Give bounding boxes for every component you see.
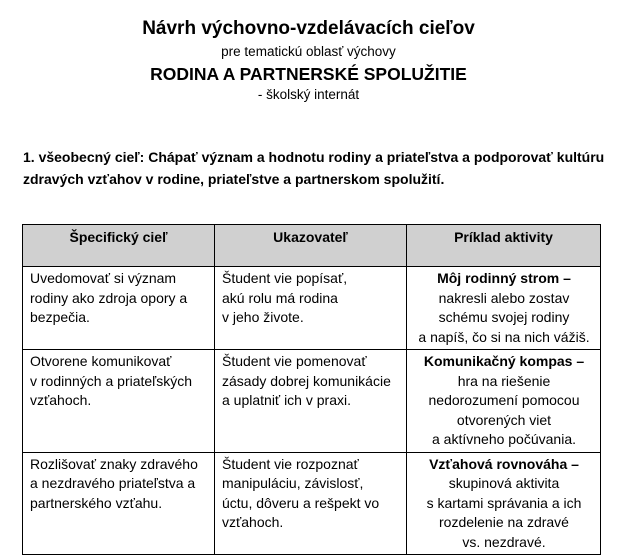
activity-cell: [407, 267, 601, 350]
indicator-cell: [215, 267, 407, 350]
general-goal-line: 1. všeobecný cieľ: Chápať význam a hodnotu rodiny a priateľstva a podporovať kultúru: [23, 149, 605, 165]
specific-goal-cell: [23, 267, 215, 350]
cell-line: nakresli alebo zostav: [438, 289, 570, 306]
general-goal: [23, 146, 608, 190]
cell-line: partnerského vzťahu.: [30, 494, 163, 511]
table-row: [23, 452, 601, 555]
activity-cell: [407, 452, 601, 555]
indicator-cell: [215, 452, 407, 555]
cell-line: vzťahoch.: [30, 392, 92, 408]
cell-line: a aktívneho počúvania.: [432, 431, 576, 447]
specific-goal-cell: [23, 350, 215, 453]
cell-line: rodiny ako zdroja opory a: [30, 289, 188, 306]
cell-line: Uvedomovať si význam: [30, 270, 177, 286]
cell-line: otvorených viet: [456, 411, 552, 428]
cell-line: v jeho živote.: [222, 309, 304, 325]
column-header-specific-goal: Špecifický cieľ: [23, 225, 215, 267]
column-header-activity: Príklad aktivity: [407, 225, 601, 267]
indicator-cell: [215, 350, 407, 453]
cell-line: s kartami správania a ich: [426, 494, 582, 511]
specific-goal-cell: [23, 452, 215, 555]
activity-cell: [407, 350, 601, 453]
cell-line: rozdelenie na zdravé: [439, 514, 569, 530]
cell-line: manipuláciu, závislosť,: [222, 475, 364, 491]
activity-title: Komunikačný kompas –: [423, 353, 585, 369]
table-row: [23, 267, 601, 350]
goals-table: [22, 224, 601, 555]
table-row: [23, 350, 601, 453]
document-header: [0, 16, 617, 104]
cell-line: hra na riešenie: [457, 372, 551, 389]
cell-line: akú rolu má rodina: [222, 289, 338, 306]
activity-title: Vzťahová rovnováha –: [429, 455, 579, 472]
cell-line: v rodinných a priateľských: [30, 372, 193, 389]
cell-line: Študent vie rozpoznať: [222, 455, 359, 472]
cell-line: Otvorene komunikovať: [30, 353, 172, 369]
document-subtitle: pre tematickú oblasť výchovy: [221, 44, 396, 59]
cell-line: schému svojej rodiny: [438, 309, 570, 325]
cell-line: Študent vie pomenovať: [222, 353, 367, 369]
cell-line: vs. nezdravé.: [462, 533, 546, 550]
cell-line: nedorozumení pomocou: [428, 392, 580, 408]
cell-line: vzťahoch.: [222, 514, 284, 530]
cell-line: skupinová aktivita: [448, 475, 560, 491]
general-goal-line: zdravých vzťahov v rodine, priateľstve a partnerskom spolužití.: [23, 171, 445, 187]
cell-line: bezpečia.: [30, 309, 90, 325]
institution-note: - školský internát: [257, 87, 360, 102]
table-header-row: [23, 225, 601, 267]
topic-heading: RODINA A PARTNERSKÉ SPOLUŽITIE: [150, 64, 467, 84]
cell-line: Študent vie popísať,: [222, 270, 348, 286]
cell-line: a napíš, čo si na nich vážiš.: [418, 328, 590, 345]
cell-line: zásady dobrej komunikácie: [222, 372, 391, 389]
activity-title: Môj rodinný strom –: [437, 270, 571, 286]
cell-line: a uplatniť ich v praxi.: [222, 392, 351, 408]
document-title: Návrh výchovno-vzdelávacích cieľov: [142, 18, 475, 39]
column-header-indicator: Ukazovateľ: [215, 225, 407, 267]
cell-line: Rozlišovať znaky zdravého: [30, 455, 198, 472]
cell-line: úctu, dôveru a rešpekt vo: [222, 494, 380, 511]
cell-line: a nezdravého priateľstva a: [30, 475, 196, 491]
